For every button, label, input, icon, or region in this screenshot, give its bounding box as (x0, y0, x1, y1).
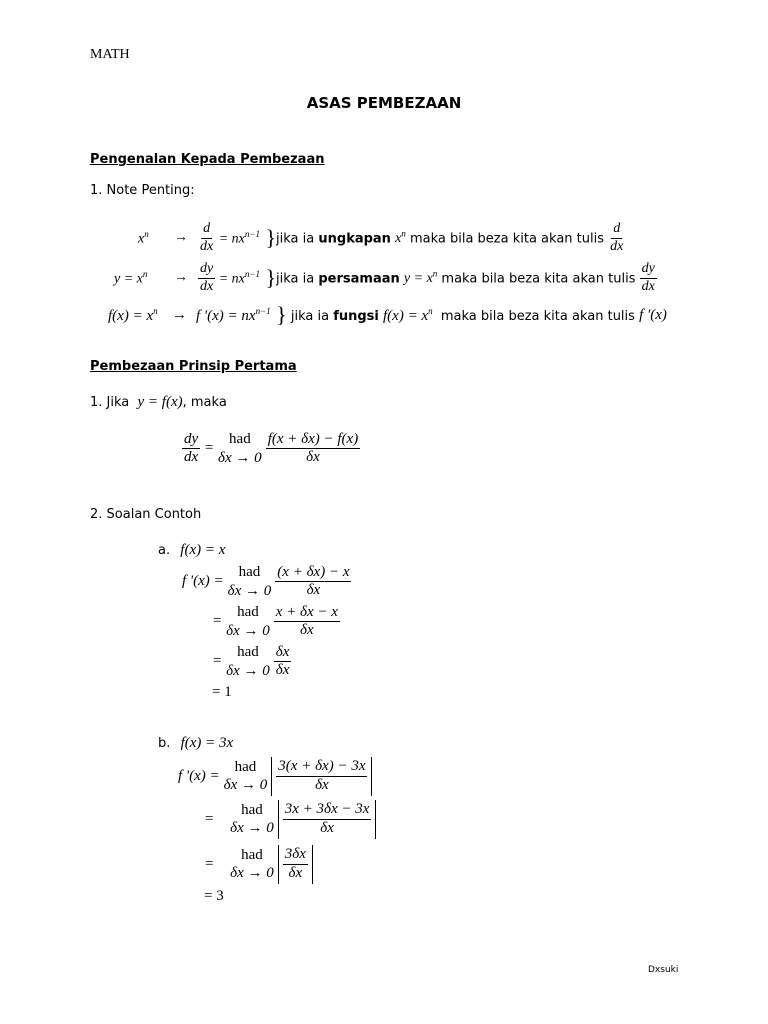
formula-row-2: $y = x^n$ → $\frac{dy}{dx}$ = $nx^{n-1}$ } jika ia persamaan $y = x^n$ maka bila beza kita akan tulis $\frac{dy}{dx}$ (114, 260, 655, 294)
example-b-statement: b. f(x) = 3x (158, 735, 234, 751)
example-b-step-1: f '(x) = had δx → 0 $\frac{3(x + \delta x) - 3x}{\delta x}$ (178, 757, 372, 796)
example-b-result: = 3 (204, 888, 224, 904)
example-a-result: = 1 (212, 684, 232, 700)
footer-author: Dxsuki (648, 965, 679, 975)
example-b-step-3: = had δx → 0 $\frac{3\delta x}{\delta x}$ (204, 845, 313, 884)
example-a-step-1: f '(x) = had δx → 0 $\frac{(x + \delta x) - x}{\delta x}$ (182, 563, 350, 599)
first-principle-statement: 1. Jika y = f(x) , maka (90, 394, 227, 410)
example-b-step-2: = had δx → 0 $\frac{3x + 3\delta x - 3x}{\delta x}$ (204, 800, 376, 839)
example-a-statement: a. f(x) = x (158, 542, 226, 558)
example-a-step-3: = had δx → 0 $\frac{\delta x}{\delta x}$ (212, 643, 290, 679)
example-a-step-2: = had δx → 0 $\frac{x + \delta x - x}{\delta x}$ (212, 603, 338, 639)
example-heading: 2. Soalan Contoh (90, 507, 202, 522)
section-heading-intro: Pengenalan Kepada Pembezaan (90, 152, 325, 167)
section-heading-first-principle: Pembezaan Prinsip Pertama (90, 359, 297, 374)
first-principle-formula: $\frac{dy}{dx}$ = had δx → 0 $\frac{f(x + \delta x) - f(x)}{\delta x}$ (184, 430, 359, 466)
note-label: 1. Note Penting: (90, 183, 195, 198)
header-label: MATH (90, 47, 130, 62)
formula-row-1: $x^n$ → $\frac{d}{dx}$ = $nx^{n-1}$ } jika ia ungkapan $x^n$ maka bila beza kita akan tulis $\frac{d}{dx}$ (138, 220, 624, 254)
page-title: ASAS PEMBEZAAN (306, 94, 462, 112)
formula-row-3: $f(x) = x^n$ → f '$(x) = nx^{n-1}$ } jika ia fungsi $f(x) = x^n$ maka bila beza kita akan tulis f '(x) (108, 302, 667, 327)
